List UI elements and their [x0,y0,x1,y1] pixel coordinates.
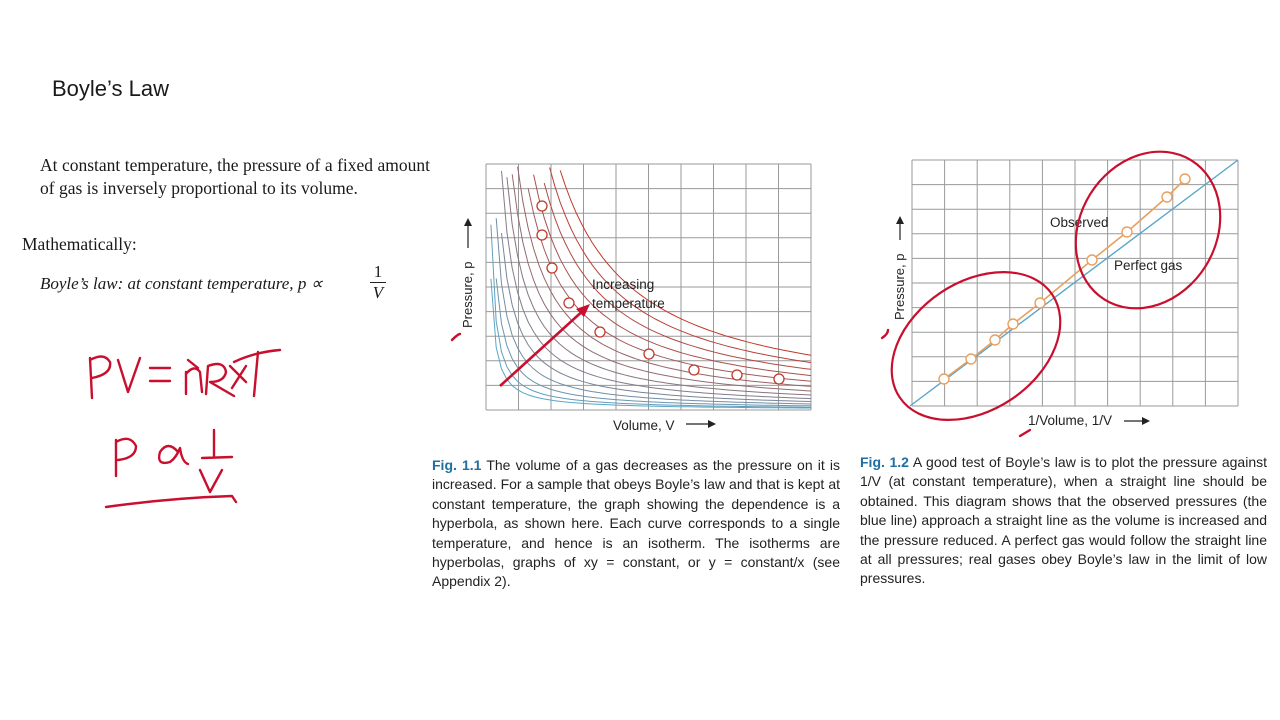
isotherm-curve [534,175,811,376]
definition-text: At constant temperature, the pressure of a fixed amount of gas is inversely proportional to its volume. [40,155,430,198]
proportional-symbol: p ∝ [297,274,323,293]
data-point [774,374,784,384]
data-point [1180,174,1190,184]
fraction-denominator: V [372,283,384,302]
data-point [1035,298,1045,308]
data-point [966,354,976,364]
handwritten-p-alpha-1-over-v [106,430,236,507]
x-axis-arrowhead-2 [1142,417,1150,425]
figure-1-1-number: Fig. 1.1 [432,457,482,473]
data-point [939,374,949,384]
figure-1-2-data-points [939,174,1190,384]
slide-title: Boyle’s Law [52,76,169,101]
fraction-numerator: 1 [370,262,386,283]
data-point [1087,255,1097,265]
data-point [537,201,547,211]
label-perfect-gas: Perfect gas [1114,258,1183,273]
figure-1-2-caption-text: A good test of Boyle’s law is to plot the pressure against 1/V (at constant temperature), when a straight line should be obtained. This diagram shows that the observed pressures (the blue line) approach a straight line as the volume is increased and the pressure reduced. A perfect gas would follow the straight line at all pressures; real gases obey Boyle’s law in the limit of low pressures. [860,454,1268,587]
figure-1-1-x-axis-label: Volume, V [613,418,675,433]
data-point [547,263,557,273]
figure-1-2-y-axis-label: Pressure, p [892,253,907,320]
data-point [564,298,574,308]
figure-1-1-isotherms [456,156,836,440]
data-point [595,327,605,337]
data-point [1162,192,1172,202]
data-point [1008,319,1018,329]
y-axis-arrowhead [464,218,472,226]
data-point [1122,227,1132,237]
handwritten-pv-nrt [90,350,280,398]
figure-1-2-number: Fig. 1.2 [860,454,909,470]
figure-1-1-caption [432,456,840,592]
x-axis-arrowhead [708,420,716,428]
increasing-temperature-arrow [500,308,586,386]
figure-1-2-caption [860,453,1267,589]
annotation-temperature: temperature [592,296,665,311]
figure-1-2-x-axis-label: 1/Volume, 1/V [1028,413,1113,428]
figure-1-2-boyle-test [880,150,1260,440]
isotherm-curve [550,168,811,363]
isotherm-curve [518,167,811,387]
ink-circle-low-pressure [880,241,1088,440]
label-observed: Observed [1050,215,1109,230]
data-point [990,335,1000,345]
isotherm-curve [512,174,811,391]
data-point [732,370,742,380]
y-axis-arrowhead-2 [896,216,904,224]
annotation-increasing: Increasing [592,277,655,292]
mathematically-label: Mathematically: [22,234,137,254]
isotherm-curve [544,183,811,369]
figure-1-1-caption-text: The volume of a gas decreases as the pressure on it is increased. For a sample that obeys Boyle’s law and that is kept at constant temperature, the graph showing the dependence is a hyperbola, as shown here. Each curve corresponds to a single temperature, and hence is an isotherm. The isotherms are hyperbolas, graphs of xy = constant, or y = constant/x (see Appendix 2). [432,457,840,590]
figure-1-1-y-axis-label: Pressure, p [460,261,475,328]
data-point [537,230,547,240]
data-point [644,349,654,359]
data-point [689,365,699,375]
law-text: Boyle’s law: at constant temperature, [40,274,294,293]
